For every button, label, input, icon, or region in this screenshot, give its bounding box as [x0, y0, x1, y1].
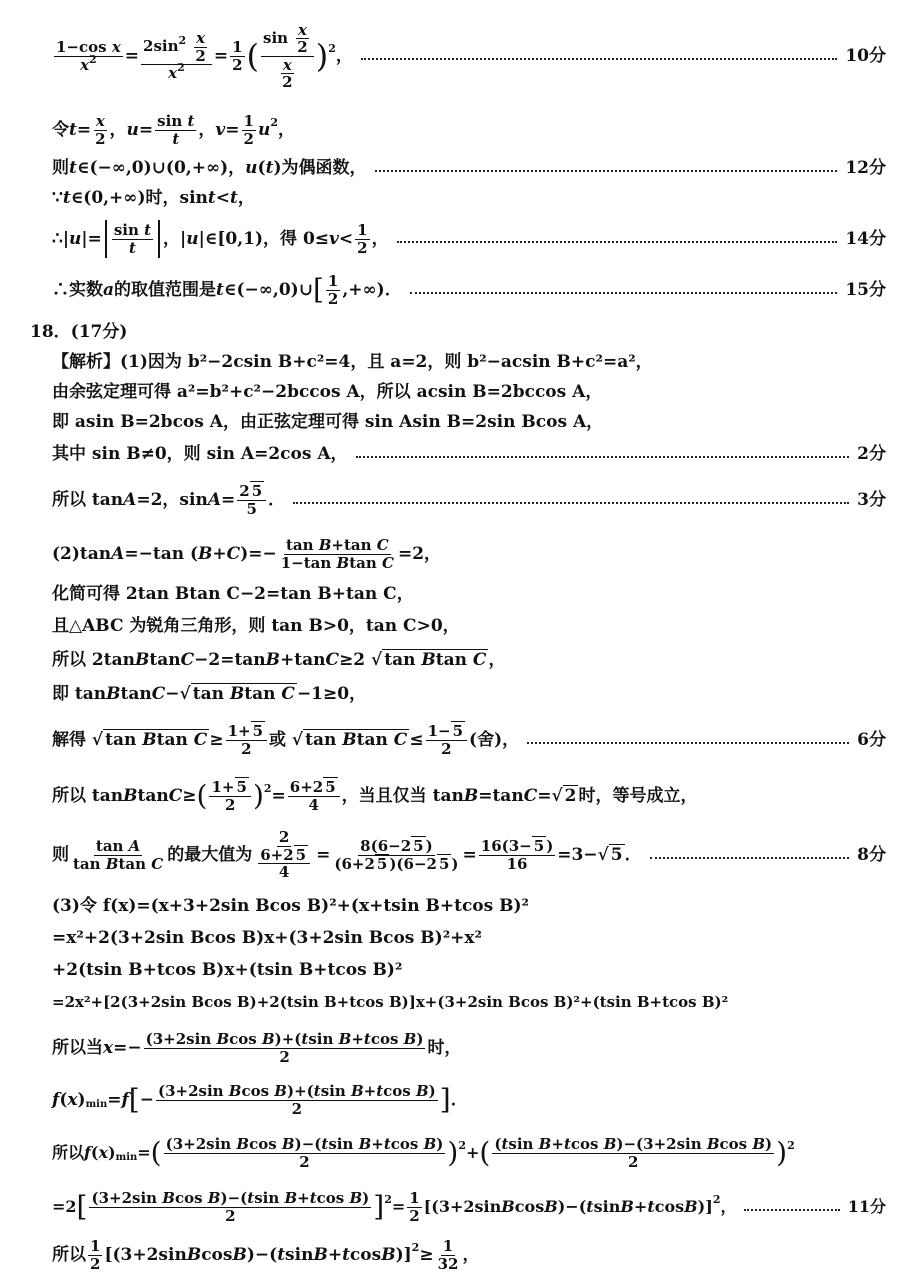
solution-line: (3)令 f(x)=(x+3+2sin Bcos B)²+(x+tsin B+tcos B)²: [52, 895, 529, 916]
solution-line: (2)tan A =−tan ( B + C )=− $\frac{\text{tan B+tan C}}{\text{1−tan Btan C}}$ =2，: [52, 536, 442, 572]
solution-line: 则 t ∈(−∞,0)∪(0,+∞)， u ( t )为偶函数， 12分: [52, 157, 886, 178]
solution-line: 且△ABC 为锐角三角形，则 tan B>0，tan C>0，: [52, 615, 460, 636]
solution-line: ∵ t ∈(0,+∞)时，sin t < t ，: [52, 187, 255, 208]
solution-line: =2x²+[2(3+2sin Bcos B)+2(tsin B+tcos B)]x+(3+2sin Bcos B)²+(tsin B+tcos B)²: [52, 993, 729, 1011]
solution-line: 【解析】(1)因为 b²−2csin B+c²=4，且 a=2，则 b²−acsin B+c²=a²，: [52, 351, 653, 372]
leader-dots: [527, 742, 849, 744]
solution-line: +2(tsin B+tcos B)x+(tsin B+tcos B)²: [52, 959, 403, 980]
leader-dots: [356, 456, 850, 458]
solution-line: 所以 2tan B tan C −2=tan B +tan C ≥2 √ tan Btan C ，: [52, 649, 506, 671]
score-label: 8分: [857, 844, 886, 865]
solution-line: f ( x ) min = f [ − $\frac{\text{(3+2sin Bcos B)+(tsin B+tcos B)}}{2}$ ] ．: [52, 1082, 468, 1118]
score-label: 6分: [857, 729, 886, 750]
leader-dots: [293, 502, 849, 504]
score-label: 15分: [845, 279, 886, 300]
solution-line: 所以 tan B tan C ≥ ( $\frac{1+ 5}{2}$ ) 2 = $\frac{6+2 5}{4}$ ，当且仅当 tan B =tan C =√ 2 时，等号成立，: [52, 778, 698, 814]
solution-line: 解得 √ tan Btan C ≥ $\frac{1+ 5}{2}$ 或 √ tan Btan C ≤ $\frac{1- 5}{2}$ (舍)， 6分: [52, 722, 886, 758]
score-label: 12分: [845, 157, 886, 178]
leader-dots: [650, 857, 850, 859]
solution-line: 则 $\frac{\text{tan A}}{\text{tan Btan C}}$ 的最大值为 $\frac{2}{\frac{6+2 5}{4}}$ = $\frac{8(6-2 5 )}{(6+2 5 )(6-2 5 )}$ = $\frac{16(3- 5 )}{16}$ =3−√ 5 ． 8分: [52, 828, 886, 882]
score-label: 2分: [857, 443, 886, 464]
solution-line: 由余弦定理可得 a²=b²+c²−2bccos A，所以 acsin B=2bccos A，: [52, 381, 603, 402]
solution-line: $\frac{\text{1−cos x}}{x^2}$ = $2\sin^2$ $\frac{x}{2}$ $x^2$ = $\frac{1}{2}$ ( sin $\frac{x}{2}$ $\frac{x}{2}$ ) 2 ， 10分: [56, 20, 886, 91]
leader-dots: [397, 241, 838, 243]
score-label: 14分: [845, 228, 886, 249]
solution-line: ∴实数 a 的取值范围是 t ∈(−∞,0)∪ [ $\frac{1}{2}$ ,+∞)． 15分: [52, 272, 886, 308]
solution-line: 所以 f ( x ) min = ( $\frac{\text{(3+2sin Bcos B)−(tsin B+tcos B)}}{2}$ ) 2 + ( $\frac{\text{(tsin B+tcos B)−(3+2sin Bcos B)}}{2}$ ) 2: [52, 1135, 795, 1171]
solution-line: 即 asin B=2bcos A，由正弦定理可得 sin Asin B=2sin Bcos A，: [52, 411, 604, 432]
solution-line: 所以 $\frac{1}{2}$ [(3+2sin B cos B )−( t sin B + t cos B )] 2 ≥ $\frac{1}{32}$ ，: [52, 1237, 480, 1273]
solution-line: 即 tan B tan C −√ tan Btan C −1≥0，: [52, 683, 367, 705]
score-label: 10分: [845, 45, 886, 66]
question-number: 18．(17分): [30, 321, 128, 342]
solution-line: =x²+2(3+2sin Bcos B)x+(3+2sin Bcos B)²+x²: [52, 927, 482, 948]
leader-dots: [744, 1209, 839, 1211]
solution-line: 所以当 x =− $\frac{\text{(3+2sin Bcos B)+(tsin B+tcos B)}}{2}$ 时，: [52, 1030, 462, 1066]
leader-dots: [375, 170, 838, 172]
leader-dots: [361, 58, 837, 60]
leader-dots: [410, 292, 838, 294]
solution-line: ∴| u |= $\frac{\text{sin t}}{t}$ ，| u |∈[0,1)，得 0≤ v < $\frac{1}{2}$ ， 14分: [52, 221, 886, 257]
solution-line: 其中 sin B≠0，则 sin A=2cos A， 2分: [52, 443, 886, 464]
solution-line: 化简可得 2tan Btan C−2=tan B+tan C，: [52, 583, 414, 604]
solution-line: 所以 tan A =2，sin A = $\frac{2 5}{5}$ ． 3分: [52, 482, 886, 518]
solution-line: 令 t = $\frac{x}{2}$ ， u = $\frac{\text{sin t}}{t}$ ， v = $\frac{1}{2}$ u 2 ，: [52, 112, 295, 148]
score-label: 3分: [857, 489, 886, 510]
score-label: 11分: [847, 1197, 886, 1217]
solution-line: =2 [ $\frac{\text{(3+2sin Bcos B)−(tsin B+tcos B)}}{2}$ ] 2 = $\frac{1}{2}$ [(3+2sin B cos B )−( t sin B + t cos B )] 2 ， 11分: [52, 1189, 886, 1225]
